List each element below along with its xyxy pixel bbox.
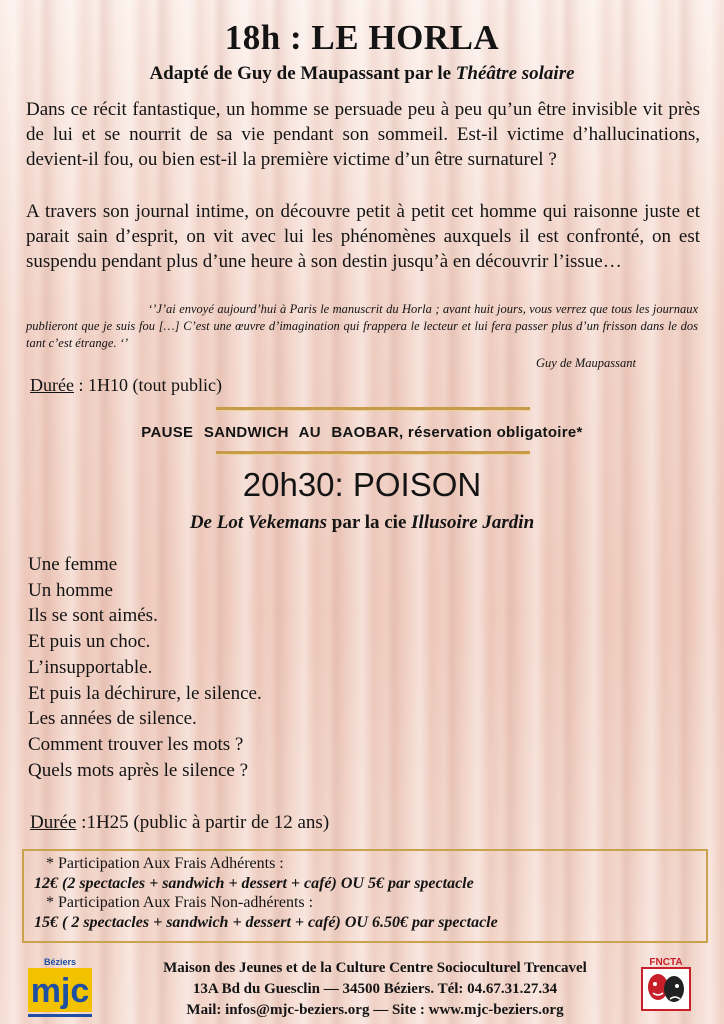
show2-company: Illusoire Jardin	[411, 512, 535, 533]
show2-duration-value: :1H25 (public à partir de 12 ans)	[76, 812, 330, 833]
show1-title: 18h : LE HORLA	[224, 18, 500, 57]
show1-duration	[30, 375, 222, 396]
pause-text: PAUSE SANDWICH AU BAOBAR,	[141, 424, 404, 441]
fncta-logo	[632, 955, 704, 1021]
mjc-logo	[26, 956, 94, 1020]
fncta-logo-text: FNCTA	[649, 957, 683, 968]
mjc-logo-city: Béziers	[43, 957, 77, 967]
show2-subtitle-middle: par la cie	[327, 512, 412, 533]
poem-line: L’insupportable.	[28, 656, 153, 678]
show2-subtitle	[0, 512, 724, 534]
show1-company: Théâtre solaire	[455, 63, 575, 84]
quote-author: Guy de Maupassant	[536, 356, 636, 370]
show2-title: 20h30: POISON	[242, 466, 482, 503]
mjc-logo-text: mjc	[30, 972, 90, 1010]
show1-duration-value: : 1H10 (tout public)	[73, 375, 222, 395]
price-box	[22, 849, 708, 943]
maupassant-quote: ‘’J’ai envoyé aujourd’hui à Paris le manuscrit du Horla ; avant huit jours, vous verrez que tous les journaux publieront que je suis fou […] C’est une œuvre d’imagination qui frappera le lecteur et lui fera passer plus d’un frisson dans le dos tant c’est étrange. ‘’	[26, 302, 698, 350]
poem-line: Ils se sont aimés.	[28, 605, 158, 627]
poem-line: Comment trouver les mots ?	[28, 733, 244, 755]
pause-note: réservation obligatoire*	[403, 424, 583, 441]
poison-poem	[28, 552, 262, 783]
show2-duration-label: Durée	[30, 812, 77, 833]
poem-line: Un homme	[28, 579, 113, 601]
show2-author: De Lot Vekemans	[189, 512, 328, 533]
members-label: * Participation Aux Frais Adhérents :	[46, 855, 284, 872]
fncta-logo-graphic	[632, 955, 704, 1021]
show1-subtitle	[0, 63, 724, 85]
poem-line: Une femme	[28, 554, 118, 575]
poem-line: Quels mots après le silence ?	[28, 759, 249, 781]
footer-line-2: 13A Bd du Guesclin — 34500 Béziers. Tél: 04.67.31.27.34	[192, 981, 558, 997]
divider-top	[216, 407, 530, 410]
members-price: 12€ (2 spectacles + sandwich + dessert + café) OU 5€ par spectacle	[34, 874, 474, 892]
poem-line: Et puis la déchirure, le silence.	[28, 682, 262, 704]
footer	[110, 958, 640, 1021]
poem-line: Et puis un choc.	[28, 631, 151, 653]
poem-line: Les années de silence.	[28, 708, 197, 730]
show1-paragraph-1: Dans ce récit fantastique, un homme se persuade peu à peu qu’un être invisible vit près de lui et se nourrit de sa vie pendant son sommeil. Est-il victime d’hallucinations, devient-il fou, ou bien est-il la première victime d’un être surnaturel ?	[26, 99, 700, 170]
nonmembers-label: * Participation Aux Frais Non-adhérents :	[46, 894, 314, 911]
show2-duration	[30, 812, 329, 834]
divider-bottom	[216, 451, 530, 454]
show1-subtitle-prefix: Adapté de Guy de Maupassant par le	[149, 63, 456, 84]
show1-paragraph-2: A travers son journal intime, on découvre petit à petit cet homme qui raisonne juste et parait sain d’esprit, on vit avec lui les phénomènes auxquels il est confronté, on est suspendu pendant plus d’une heure à son destin jusqu’à en découvrir l’issue…	[26, 201, 700, 272]
show1-duration-label: Durée	[30, 375, 74, 395]
footer-line-3: Mail: infos@mjc-beziers.org — Site : www.mjc-beziers.org	[186, 1002, 564, 1018]
footer-line-1: Maison des Jeunes et de la Culture Centre Socioculturel Trencavel	[163, 960, 587, 976]
mjc-logo-graphic	[26, 956, 94, 1020]
pause-banner	[0, 424, 724, 441]
nonmembers-price: 15€ ( 2 spectacles + sandwich + dessert + café) OU 6.50€ par spectacle	[34, 913, 498, 931]
